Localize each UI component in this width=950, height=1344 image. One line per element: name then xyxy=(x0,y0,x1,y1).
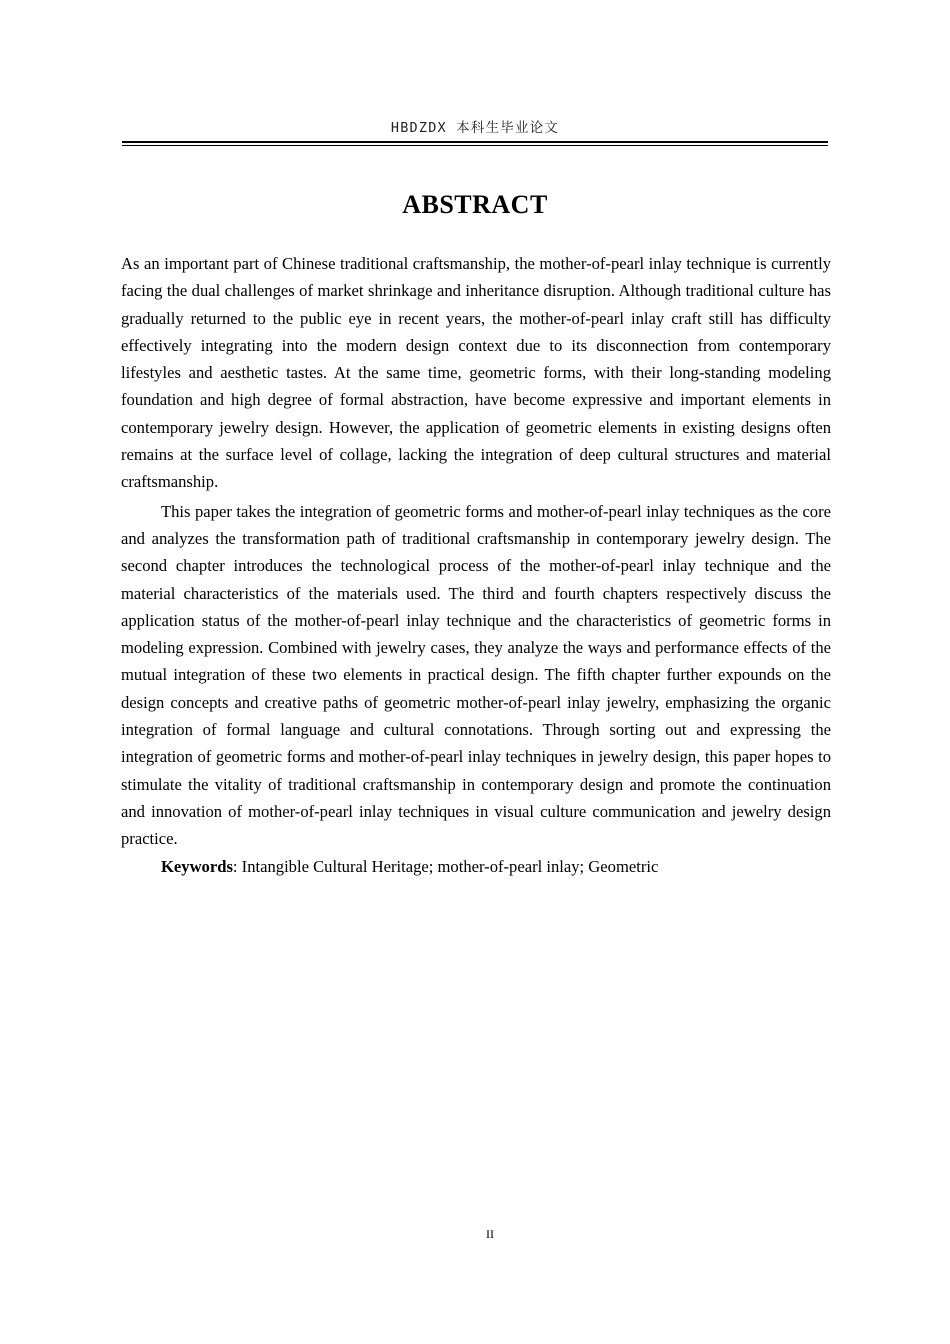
running-header: HBDZDX 本科生毕业论文 xyxy=(390,120,560,136)
abstract-paragraph-2: This paper takes the integration of geometric forms and mother-of-pearl inlay techniques as the core and analyzes the transformation path of traditional craftsmanship in contemporary jewelry design. The second chapter introduces the technological process of the mother-of-pearl inlay technique and the material characteristics of the materials used. The third and fourth chapters respectively discuss the application status of the mother-of-pearl inlay technique and the characteristics of geometric forms in modeling expression. Combined with jewelry cases, they analyze the ways and performance effects of the mutual integration of these two elements in practical design. The fifth chapter further expounds on the design concepts and creative paths of geometric mother-of-pearl inlay jewelry, emphasizing the organic integration of formal language and cultural connotations. Through sorting out and expressing the integration of geometric forms and mother-of-pearl inlay techniques in jewelry design, this paper hopes to stimulate the vitality of traditional craftsmanship in contemporary design and promote the continuation and innovation of mother-of-pearl inlay techniques in visual culture communication and jewelry design practice. xyxy=(121,501,831,849)
header-rule-thick xyxy=(122,141,828,143)
keywords-text: Intangible Cultural Heritage; mother-of-pearl inlay; Geometric xyxy=(241,856,659,876)
page-number: II xyxy=(486,1227,494,1241)
keywords-separator: : xyxy=(232,856,242,876)
abstract-paragraph-1: As an important part of Chinese traditional craftsmanship, the mother-of-pearl inlay technique is currently facing the dual challenges of market shrinkage and inheritance disruption. Although traditional culture has gradually returned to the public eye in recent years, the mother-of-pearl inlay craft still has difficulty effectively integrating into the modern design context due to its disconnection from contemporary lifestyles and aesthetic tastes. At the same time, geometric forms, with their long-standing modeling foundation and high degree of formal abstraction, have become expressive and important elements in contemporary jewelry design. However, the application of geometric elements in existing designs often remains at the surface level of collage, lacking the integration of deep cultural structures and material craftsmanship. xyxy=(121,254,831,492)
header-rule-thin xyxy=(122,145,828,146)
abstract-title: ABSTRACT xyxy=(402,190,548,219)
keywords-label: Keywords xyxy=(161,856,233,876)
abstract-body xyxy=(121,250,831,880)
keywords-line xyxy=(121,853,831,880)
